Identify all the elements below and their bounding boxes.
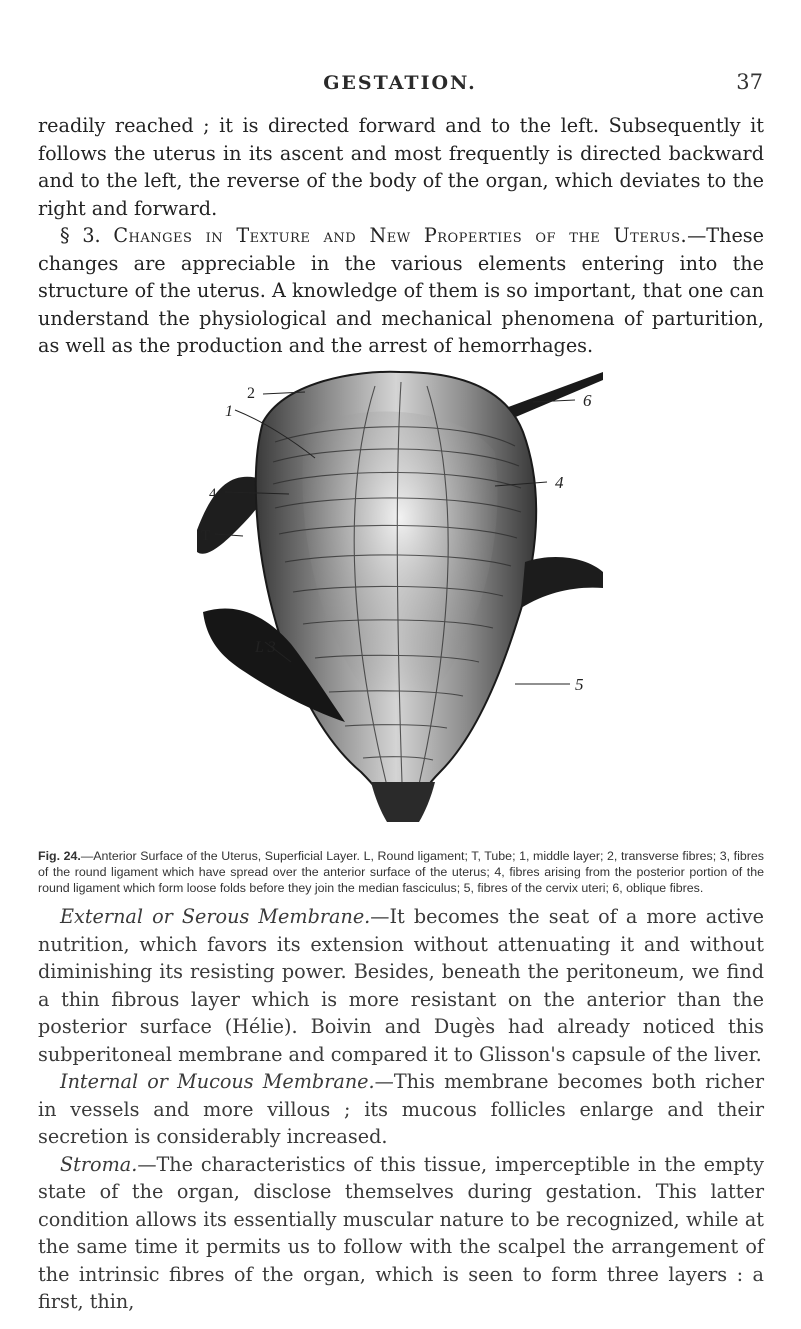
figure-caption: [38, 848, 764, 896]
uterus-illustration: [195, 362, 605, 824]
right-ligament-lower: [521, 557, 603, 608]
fig-label-1: 1: [225, 403, 233, 420]
uterus-figure: [195, 362, 605, 824]
lower-text-block: [38, 903, 764, 1316]
cervix: [371, 782, 435, 822]
figure-number: Fig. 24.: [38, 849, 81, 863]
paragraph-continuation: readily reached ; it is directed forward and to the left. Subsequently it follows the uterus in its ascent and most frequently is directed backward and to the left, the reverse of the body of the organ, which deviates to the right and forward.: [38, 114, 764, 220]
fig-label-L3: L 3: [255, 639, 276, 656]
section-heading: Changes in Texture and New Properties of the Uterus.: [113, 224, 688, 247]
paragraph-section-3: [38, 222, 764, 360]
subheading-stroma: Stroma.: [60, 1152, 138, 1176]
fig-label-T: T: [201, 528, 211, 544]
fig-label-6: 6: [583, 391, 592, 410]
section-number: § 3.: [60, 224, 101, 247]
subheading-external: External or Serous Membrane.: [60, 905, 371, 928]
fig-label-2: 2: [247, 385, 255, 402]
paragraph-internal-membrane: [38, 1068, 764, 1151]
fig-label-4-left: 4: [209, 486, 217, 502]
upper-text-block: [38, 112, 764, 360]
subheading-internal: Internal or Mucous Membrane.: [60, 1070, 375, 1093]
figure-caption-text: —Anterior Surface of the Uterus, Superficial Layer. L, Round ligament; T, Tube; 1, middle layer; 2, transverse fibres; 3, fibres of the round ligament which have spread over the anterior surface of the uterus; 4, fibres arising from the posterior portion of the round ligament which form loose folds before they join the median fasciculus; 5, fibres of the cervix uteri; 6, oblique fibres.: [38, 849, 764, 895]
page-number: 37: [736, 70, 763, 94]
paragraph-stroma: [38, 1151, 764, 1316]
fig-label-5: 5: [575, 675, 584, 694]
fig-label-4-right: 4: [555, 473, 564, 492]
running-title: GESTATION.: [323, 72, 477, 94]
paragraph-external-membrane: [38, 903, 764, 1068]
stroma-body: —The characteristics of this tissue, imperceptible in the empty state of the organ, disclose themselves during gestation. This latter condition allows its essentially muscular nature to be recognized, while at the same time it permits us to follow with the scalpel the arrangement of the intrinsic fibres of the organ, which is seen to form three layers : a first, thin,: [38, 1152, 764, 1313]
internal-body: —This membrane becomes both richer in vessels and more villous ; its mucous follicles enlarge and their secretion is considerably increased.: [38, 1070, 765, 1148]
external-body: —It becomes the seat of a more active nutrition, which favors its extension without attenuating it and without diminishing its resisting power. Besides, beneath the peritoneum, we find a thin fibrous layer which is more resistant on the anterior than the posterior surface (Hélie). Boivin and Dugès had already noticed this subperitoneal membrane and compared it to Glisson's capsule of the liver.: [38, 905, 764, 1066]
section-body: —These changes are appreciable in the various elements entering into the structure of the uterus. A knowledge of them is so important, that one can understand the physiological and mechanical phenomena of parturition, as well as the production and the arrest of hemorrhages.: [38, 224, 765, 357]
